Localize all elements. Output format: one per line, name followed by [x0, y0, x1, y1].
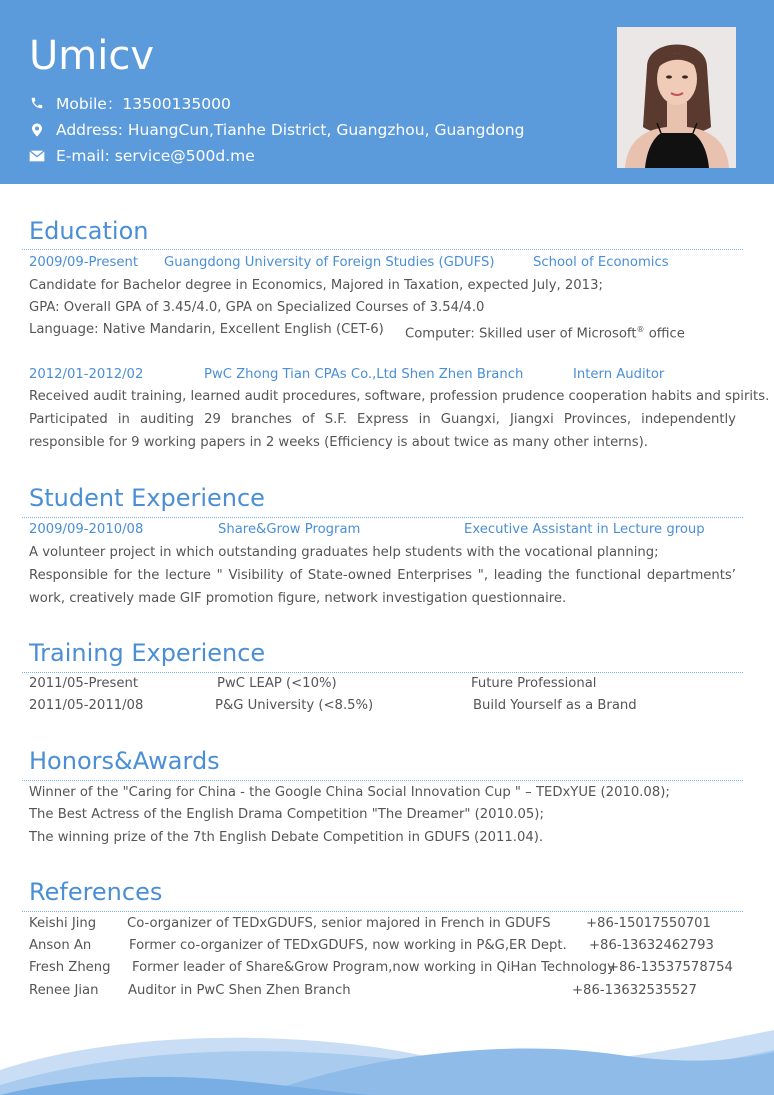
- computer-skill-text: Computer: Skilled user of Microsoft: [405, 326, 637, 342]
- internship-date: 2012/01-2012/02: [29, 367, 144, 382]
- section-divider: [22, 672, 743, 673]
- student-program: Share&Grow Program: [218, 522, 361, 537]
- candidate-name: Umicv: [29, 33, 155, 79]
- education-degree-line: Candidate for Bachelor degree in Economics, Majored in Taxation, expected July, 2013;: [29, 278, 603, 293]
- section-divider: [22, 249, 743, 250]
- education-language-line: Language: Native Mandarin, Excellent English (CET-6): [29, 322, 384, 337]
- education-computer-line: [405, 320, 685, 344]
- registered-mark: ®: [636, 325, 645, 334]
- reference-phone: +86-15017550701: [586, 916, 711, 931]
- student-paragraph: Responsible for the lecture " Visibility of State-owned Enterprises ", leading the functional departments’ work, creatively made GIF promotion figure, network investigation questionnaire.: [29, 568, 736, 606]
- training-date: 2011/05-2011/08: [29, 698, 144, 713]
- education-gpa-line: GPA: Overall GPA of 3.45/4.0, GPA on Specialized Courses of 3.54/4.0: [29, 300, 485, 315]
- reference-description: Auditor in PwC Shen Zhen Branch: [128, 983, 351, 998]
- training-result: Build Yourself as a Brand: [473, 698, 637, 713]
- reference-name: Keishi Jing: [29, 916, 97, 931]
- training-date: 2011/05-Present: [29, 676, 139, 691]
- location-pin-icon: [29, 122, 45, 138]
- reference-description: Co-organizer of TEDxGDUFS, senior majored in French in GDUFS: [127, 916, 551, 931]
- reference-name: Anson An: [29, 938, 92, 953]
- contact-email: [29, 145, 255, 167]
- computer-skill-suffix: office: [644, 326, 685, 342]
- section-divider: [22, 780, 743, 781]
- student-role: Executive Assistant in Lecture group: [464, 522, 705, 537]
- education-school: Guangdong University of Foreign Studies (GDUFS): [164, 255, 495, 270]
- training-program: PwC LEAP (<10%): [217, 676, 337, 691]
- reference-description: Former leader of Share&Grow Program,now working in QiHan Technology: [132, 960, 615, 975]
- reference-description: Former co-organizer of TEDxGDUFS, now working in P&G,ER Dept.: [129, 938, 567, 953]
- student-line-1: A volunteer project in which outstanding graduates help students with the vocational planning;: [29, 545, 659, 560]
- phone-icon: [29, 95, 45, 111]
- training-result: Future Professional: [471, 676, 597, 691]
- section-divider: [22, 911, 743, 912]
- education-date: 2009/09-Present: [29, 255, 139, 270]
- internship-role: Intern Auditor: [573, 367, 665, 382]
- honor-item: Winner of the "Caring for China - the Google China Social Innovation Cup " – TEDxYUE (2010.08);: [29, 785, 670, 800]
- section-title-training: Training Experience: [29, 639, 266, 667]
- reference-phone: +86-13632535527: [572, 983, 697, 998]
- internship-paragraph: Participated in auditing 29 branches of S.F. Express in Guangxi, Jiangxi Provinces, independently responsible for 9 working papers in 2 weeks (Efficiency is about twice as many other interns).: [29, 412, 736, 450]
- honor-item: The winning prize of the 7th English Debate Competition in GDUFS (2011.04).: [29, 830, 544, 845]
- envelope-icon: [29, 148, 45, 164]
- address-text: Address: HuangCun,Tianhe District, Guangzhou, Guangdong: [56, 121, 525, 139]
- training-program: P&G University (<8.5%): [215, 698, 374, 713]
- section-title-education: Education: [29, 217, 149, 245]
- reference-name: Renee Jian: [29, 983, 99, 998]
- section-title-honors: Honors&Awards: [29, 747, 220, 775]
- reference-phone: +86-13632462793: [589, 938, 714, 953]
- section-divider: [22, 517, 743, 518]
- contact-address: [29, 119, 524, 141]
- contact-mobile: [29, 92, 231, 114]
- student-date: 2009/09-2010/08: [29, 522, 144, 537]
- email-text: E-mail: service@500d.me: [56, 147, 255, 165]
- section-title-references: References: [29, 878, 163, 906]
- reference-phone: +86-13537578754: [608, 960, 733, 975]
- resume-header: [0, 0, 774, 184]
- internship-company: PwC Zhong Tian CPAs Co.,Ltd Shen Zhen Branch: [204, 367, 524, 382]
- profile-photo: [617, 27, 736, 168]
- honor-item: The Best Actress of the English Drama Competition "The Dreamer" (2010.05);: [29, 807, 544, 822]
- education-department: School of Economics: [533, 255, 669, 270]
- internship-line-1: Received audit training, learned audit procedures, software, profession prudence cooperation habits and spirits.: [29, 389, 770, 404]
- section-title-student-experience: Student Experience: [29, 484, 265, 512]
- mobile-text: Mobile：13500135000: [56, 95, 231, 113]
- reference-name: Fresh Zheng: [29, 960, 111, 975]
- footer-wave-decoration: [0, 1010, 774, 1095]
